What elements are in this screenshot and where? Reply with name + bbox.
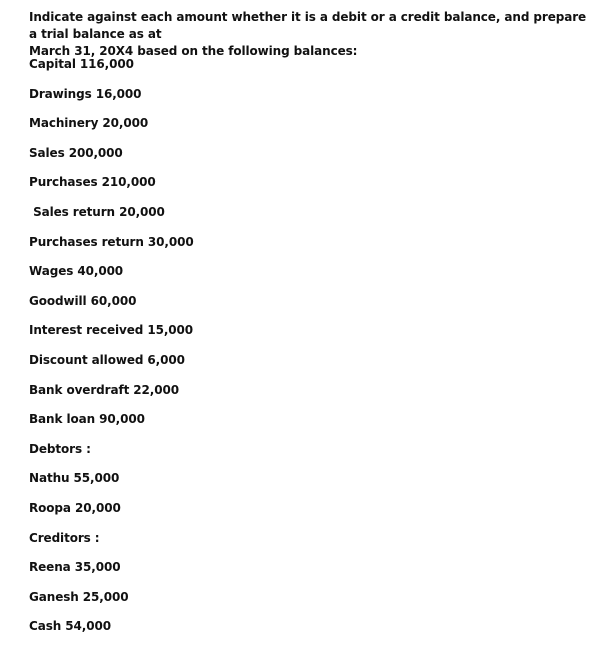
balance-item-sales-return: Sales return 20,000 (29, 204, 165, 219)
balance-item-purchases: Purchases 210,000 (29, 175, 156, 190)
question-text (29, 9, 595, 60)
balance-item-drawings: Drawings 16,000 (29, 86, 142, 101)
balance-item-ganesh: Ganesh 25,000 (29, 589, 129, 604)
balance-item-goodwill: Goodwill 60,000 (29, 293, 137, 308)
balance-item-machinery: Machinery 20,000 (29, 116, 149, 131)
balance-item-bank-loan: Bank loan 90,000 (29, 412, 145, 427)
balance-item-bank-overdraft: Bank overdraft 22,000 (29, 382, 180, 397)
question-line-1: Indicate against each amount whether it is a debit or a credit balance, and prepare a trial balance as at (29, 10, 587, 41)
balance-item-discount-allowed: Discount allowed 6,000 (29, 352, 185, 367)
balances-list (29, 56, 569, 648)
balance-item-purchases-return: Purchases return 30,000 (29, 234, 194, 249)
creditors-heading: Creditors : (29, 530, 100, 545)
debtors-heading: Debtors : (29, 441, 91, 456)
question-line-2: March 31, 20X4 based on the following balances: (29, 44, 358, 58)
balance-item-capital: Capital 116,000 (29, 57, 134, 71)
balance-item-interest-received: Interest received 15,000 (29, 323, 194, 338)
balance-item-nathu: Nathu 55,000 (29, 471, 120, 486)
balance-item-roopa: Roopa 20,000 (29, 500, 121, 515)
balance-item-sales: Sales 200,000 (29, 145, 123, 160)
balance-item-cash: Cash 54,000 (29, 619, 111, 634)
balance-item-reena: Reena 35,000 (29, 560, 121, 575)
balance-item-wages: Wages 40,000 (29, 264, 124, 279)
